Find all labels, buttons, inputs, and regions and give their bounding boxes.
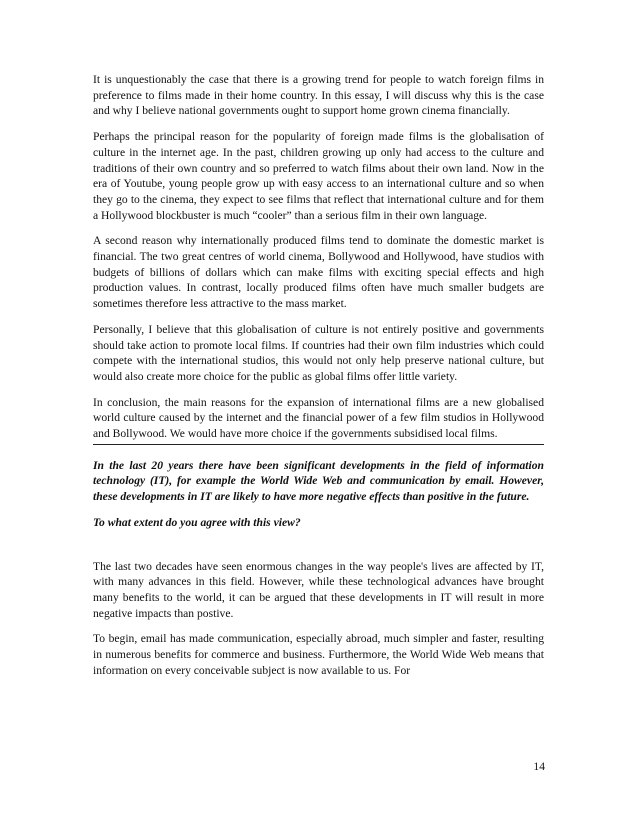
essay1-body-paragraph-3: Personally, I believe that this globalisation of culture is not entirely positive and governments should take action to promote local films. If countries had their own film industries which could compete with the international studios, this would not only help preserve national culture, but would also create more choice for the public as global films offer little variety. <box>93 322 544 383</box>
essay1-intro-paragraph: It is unquestionably the case that there is a growing trend for people to watch foreign films in preference to films made in their home country. In this essay, I will discuss why this is the case and why I believe national governments ought to support home grown cinema financially. <box>93 73 544 118</box>
section-divider <box>93 444 544 445</box>
essay1-conclusion-paragraph: In conclusion, the main reasons for the expansion of international films are a new globalised world culture caused by the internet and the financial power of a few film studios in Hollywood and Bollywood. We would have more choice if the governments subsidised local films. <box>93 395 544 441</box>
essay2-task-question: To what extent do you agree with this view? <box>93 515 301 529</box>
page-body <box>93 72 544 689</box>
page-number: 14 <box>533 760 545 773</box>
spacer <box>93 541 544 559</box>
essay2-intro-paragraph: The last two decades have seen enormous changes in the way people's lives are affected by IT, with many advances in this field. However, while these technological advances have brought many benefits to the world, it can be argued that these developments in IT will result in more negative impacts than postive. <box>93 559 544 620</box>
essay1-body-paragraph-1: Perhaps the principal reason for the popularity of foreign made films is the globalisation of culture in the internet age. In the past, children growing up only had access to the culture and traditions of their own country and so preferred to watch films about their own land. Now in the era of Youtube, young people grow up with easy access to an international culture and so when they go to the cinema, they expect to see films that reflect that international culture and for them a Hollywood blockbuster is much “cooler” than a serious film in their own language. <box>93 130 544 222</box>
essay2-body-paragraph-1: To begin, email has made communication, especially abroad, much simpler and faster, resulting in numerous benefits for commerce and business. Furthermore, the World Wide Web means that information on every conceivable subject is now available to us. For <box>93 632 544 677</box>
essay1-body-paragraph-2: A second reason why internationally produced films tend to dominate the domestic market is financial. The two great centres of world cinema, Bollywood and Hollywood, have studios with budgets of billions of dollars which can make films with exciting special effects and high production values. In contrast, locally produced films often have much smaller budgets are sometimes therefore less attractive to the mass market. <box>93 234 544 311</box>
essay2-task-prompt: In the last 20 years there have been significant developments in the field of information technology (IT), for example the World Wide Web and communication by email. However, these developments in IT are likely to have more negative effects than positive in the future. <box>93 458 544 504</box>
